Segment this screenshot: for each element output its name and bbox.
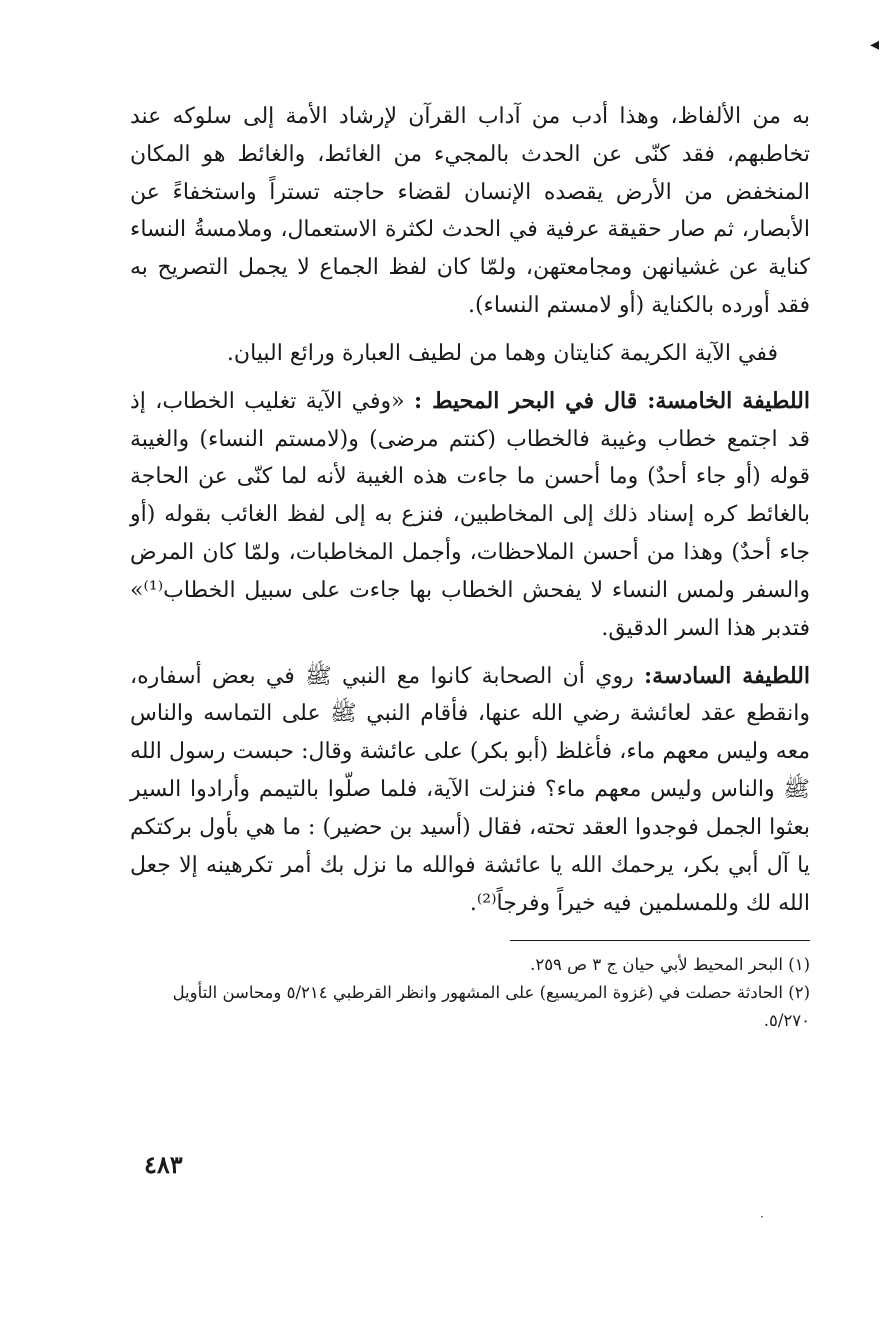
footnote-divider — [510, 940, 810, 941]
paragraph-3-lead: اللطيفة الخامسة: قال في البحر المحيط : — [413, 387, 810, 414]
paragraph-4-text: روي أن الصحابة كانوا مع النبي ﷺ في بعض أسفاره، وانقطع عقد لعائشة رضي الله عنها، فأقام النبي ﷺ على التماسه والناس معه وليس معهم ماء، فأغلظ (أبو بكر) على عائشة وقال: حبست رسول الله ﷺ والناس وليس معهم ماء؟ فنزلت الآية، فلما صلّوا بالتيمم وأرادوا السير بعثوا الجمل فوجدوا العقد تحته، فقال (أسيد بن حضير) : ما هي بأول بركتكم يا آل أبي بكر، يرحمك الله يا عائشة فوالله ما نزل بك أمر تكرهينه إلا جعل الله لك وللمسلمين فيه خيراً وفرجاً⁽²⁾. — [130, 663, 810, 916]
footnote-2: (٢) الحادثة حصلت في (غزوة المريسيع) على المشهور وانظر القرطبي ٥/٢١٤ ومحاسن التأويل ٥/٢٧٠. — [172, 983, 810, 1031]
speck-mark: · — [760, 1210, 764, 1224]
paragraph-4-lead: اللطيفة السادسة: — [644, 662, 810, 689]
paragraph-4 — [130, 658, 810, 923]
paragraph-2-text: ففي الآية الكريمة كنايتان وهما من لطيف العبارة ورائع البيان. — [226, 340, 778, 366]
corner-mark: ◂ — [869, 34, 879, 55]
page-body — [130, 98, 810, 1036]
paragraph-1 — [130, 98, 810, 325]
paragraph-3 — [130, 383, 810, 648]
page-number: ٤٨٣ — [144, 1150, 183, 1179]
paragraph-3-text: «وفي الآية تغليب الخطاب، إذ قد اجتمع خطاب وغيبة فالخطاب (كنتم مرضى) و(لامستم النساء) والغيبة قوله (أو جاء أحدٌ) وما أحسن ما جاءت هذه الغيبة لأنه لما كنّى عن الحاجة بالغائط كره إسناد ذلك إلى المخاطبين، فنزع به إلى لفظ الغائب بقوله (أو جاء أحدٌ) وهذا من أحسن الملاحظات، وأجمل المخاطبات، ولمّا كان المرض والسفر ولمس النساء لا يفحش الخطاب بها جاءت على سبيل الخطاب⁽¹⁾» فتدبر هذا السر الدقيق. — [130, 388, 810, 641]
footnote-1: (١) البحر المحيط لأبي حيان ج ٣ ص ٢٥٩. — [530, 955, 810, 975]
paragraph-1-text: به من الألفاظ، وهذا أدب من آداب القرآن لإرشاد الأمة إلى سلوكه عند تخاطبهم، فقد كنّى عن الحدث بالمجيء من الغائط، والغائط هو المكان المنخفض من الأرض يقصده الإنسان لقضاء حاجته تستراً واستخفاءً عن الأبصار، ثم صار حقيقة عرفية في الحدث لكثرة الاستعمال، وملامسةُ النساء كناية عن غشيانهن ومجامعتهن، ولمّا كان لفظ الجماع لا يجمل التصريح به فقد أورده بالكناية (أو لامستم النساء). — [130, 104, 810, 319]
paragraph-2 — [130, 335, 810, 373]
